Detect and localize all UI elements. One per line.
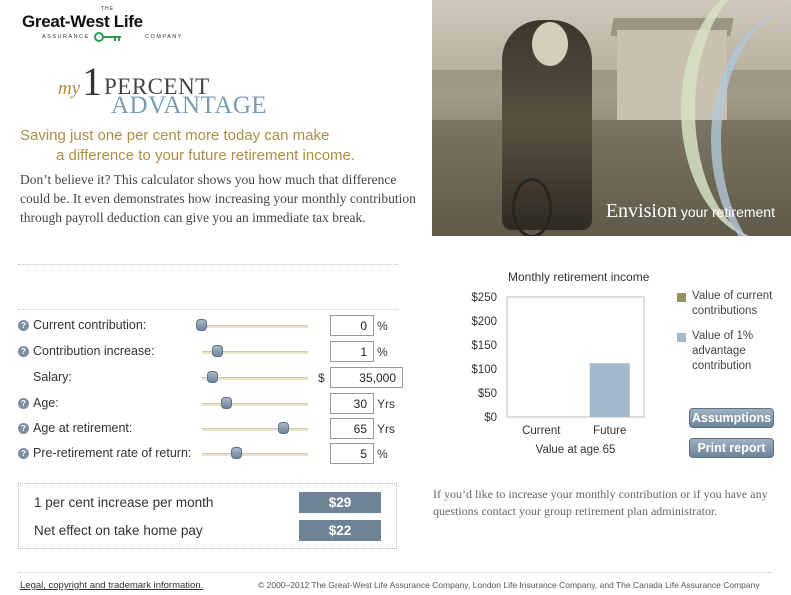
tagline-line2: a difference to your future retirement income.: [56, 147, 356, 164]
x-tick-label: Future: [593, 425, 627, 437]
print-report-button[interactable]: Print report: [689, 438, 774, 458]
net-effect-value: $22: [299, 520, 381, 541]
percent-unit: %: [377, 447, 388, 461]
age-slider-track[interactable]: [202, 403, 308, 406]
logo-company: COMPANY: [145, 34, 183, 40]
legend-swatch-advantage: [677, 333, 686, 342]
tagline-line1: Saving just one per cent more today can make: [20, 127, 330, 144]
dollar-prefix: $: [318, 371, 325, 385]
y-tick-label: $150: [471, 340, 497, 352]
help-icon[interactable]: ?: [18, 398, 29, 409]
envision-cap: Envision: [605, 200, 677, 222]
y-tick-label: $200: [471, 316, 497, 328]
envision-rest: your retirement: [676, 204, 775, 220]
salary-slider-track[interactable]: [202, 377, 308, 380]
y-tick-label: $50: [477, 388, 497, 400]
legal-link[interactable]: Legal, copyright and trademark information.: [20, 580, 204, 591]
title-one: 1: [82, 59, 102, 104]
hero-face: [532, 22, 568, 66]
logo-the: THE: [101, 6, 114, 12]
contribution-increase-slider-handle[interactable]: [212, 345, 223, 357]
assumptions-button[interactable]: Assumptions: [689, 408, 774, 428]
rate-of-return-input[interactable]: 5: [330, 443, 374, 464]
input-row-age: [18, 393, 408, 415]
company-logo: [22, 6, 197, 44]
salary-label: Salary:: [33, 370, 72, 384]
rate-of-return-slider-handle[interactable]: [231, 447, 242, 459]
percent-unit: %: [377, 345, 388, 359]
help-icon[interactable]: ?: [18, 448, 29, 459]
logo-brand: Great-West Life: [22, 12, 143, 31]
retirement-income-chart: [460, 286, 660, 466]
age-at-retirement-label: Age at retirement:: [33, 421, 133, 435]
current-contribution-slider-track[interactable]: [196, 325, 308, 328]
rate-of-return-label: Pre-retirement rate of return:: [33, 446, 192, 460]
tagline: [20, 126, 420, 166]
salary-input[interactable]: 35,000: [330, 367, 403, 388]
current-contribution-slider-handle[interactable]: [196, 319, 207, 331]
title-advantage: ADVANTAGE: [111, 92, 268, 119]
rate-of-return-slider-track[interactable]: [202, 453, 308, 456]
age-slider-handle[interactable]: [221, 397, 232, 409]
footer-divider: [18, 572, 773, 573]
hero-envision-text: [606, 200, 775, 223]
age-at-retirement-input[interactable]: 65: [330, 418, 374, 439]
age-at-retirement-slider-handle[interactable]: [278, 422, 289, 434]
help-icon[interactable]: ?: [18, 320, 29, 331]
logo-assurance: ASSURANCE: [42, 34, 90, 40]
y-tick-label: $250: [471, 292, 497, 304]
x-axis-label: Value at age 65: [535, 444, 616, 456]
contribution-increase-input[interactable]: 1: [330, 341, 374, 362]
contribution-increase-label: Contribution increase:: [33, 344, 155, 358]
input-row-current-contribution: [18, 315, 408, 337]
input-row-contribution-increase: [18, 341, 408, 363]
current-contribution-label: Current contribution:: [33, 318, 147, 332]
contact-text: If you’d like to increase your monthly contribution or if you have any questions contact your group retirement plan administrator.: [433, 487, 768, 518]
title-my: my: [58, 78, 81, 99]
percent-unit: %: [377, 319, 388, 333]
hero-wheel: [512, 178, 552, 236]
divider: [18, 264, 398, 265]
key-icon: [94, 31, 122, 43]
net-effect-label: Net effect on take home pay: [34, 523, 203, 538]
increase-label: 1 per cent increase per month: [34, 495, 214, 510]
age-label: Age:: [33, 396, 59, 410]
help-icon[interactable]: ?: [18, 423, 29, 434]
years-unit: Yrs: [377, 422, 395, 436]
input-row-salary: [18, 367, 408, 389]
legend-swatch-current: [677, 293, 686, 302]
input-row-rate-of-return: [18, 443, 408, 465]
age-input[interactable]: 30: [330, 393, 374, 414]
current-contribution-input[interactable]: 0: [330, 315, 374, 336]
help-icon[interactable]: ?: [18, 346, 29, 357]
increase-value: $29: [299, 492, 381, 513]
salary-slider-handle[interactable]: [207, 371, 218, 383]
chart-title: Monthly retirement income: [508, 270, 650, 284]
input-row-age-at-retirement: [18, 418, 408, 440]
copyright-text: © 2000–2012 The Great-West Life Assurance Company, London Life Insurance Company, and The Canada Life Assurance Company: [258, 580, 760, 590]
bar-future: [590, 363, 630, 417]
y-tick-label: $100: [471, 364, 497, 376]
divider: [18, 309, 398, 310]
age-at-retirement-slider-track[interactable]: [202, 428, 308, 431]
title-percent: PERCENT: [104, 74, 210, 99]
legend-label-current: Value of current contributions: [692, 290, 773, 317]
y-tick-label: $0: [484, 412, 497, 424]
hero-photo: [432, 0, 791, 236]
years-unit: Yrs: [377, 397, 395, 411]
results-panel: [18, 483, 397, 549]
x-tick-label: Current: [522, 425, 561, 437]
legend-label-advantage: Value of 1% advantage contribution: [692, 330, 754, 372]
intro-text: Don’t believe it? This calculator shows you how much that difference could be. It even demonstrates how increasing your monthly contribution through payroll deduction can give you an immediate tax break.: [20, 172, 416, 225]
